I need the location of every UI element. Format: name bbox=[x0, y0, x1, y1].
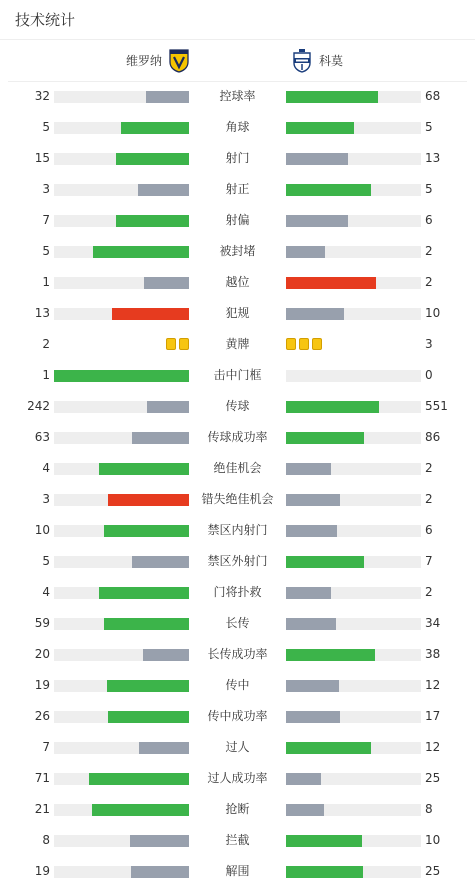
away-bar-track bbox=[286, 432, 421, 444]
away-bar-fill bbox=[286, 215, 348, 227]
away-bar-fill bbox=[286, 804, 324, 816]
home-bar-track bbox=[54, 680, 189, 692]
stat-row bbox=[0, 577, 475, 608]
home-bar-track bbox=[54, 277, 189, 289]
home-yellow-cards bbox=[166, 338, 189, 352]
away-bar-fill bbox=[286, 649, 375, 661]
stat-row bbox=[0, 794, 475, 825]
stat-row bbox=[0, 701, 475, 732]
home-value: 2 bbox=[42, 337, 50, 351]
home-bar-fill bbox=[99, 587, 189, 599]
away-bar-fill bbox=[286, 246, 325, 258]
home-bar-fill bbox=[116, 215, 189, 227]
home-value: 15 bbox=[34, 151, 50, 165]
home-bar-track bbox=[54, 494, 189, 506]
home-value: 7 bbox=[42, 213, 50, 227]
home-bar-track bbox=[54, 463, 189, 475]
away-bar-track bbox=[286, 91, 421, 103]
away-bar-fill bbox=[286, 308, 344, 320]
home-bar-track bbox=[54, 153, 189, 165]
stat-row bbox=[0, 298, 475, 329]
away-bar-track bbox=[286, 618, 421, 630]
stat-row bbox=[0, 484, 475, 515]
teams-header bbox=[8, 40, 467, 82]
home-bar-fill bbox=[89, 773, 189, 785]
home-value: 4 bbox=[42, 461, 50, 475]
home-bar-fill bbox=[99, 463, 189, 475]
home-value: 3 bbox=[42, 492, 50, 506]
stat-row bbox=[0, 143, 475, 174]
away-value: 6 bbox=[425, 523, 433, 537]
stat-label: 错失绝佳机会 bbox=[201, 492, 274, 506]
home-value: 5 bbox=[42, 244, 50, 258]
away-bar-track bbox=[286, 556, 421, 568]
home-bar-track bbox=[54, 91, 189, 103]
home-bar-fill bbox=[104, 525, 189, 537]
home-value: 26 bbox=[34, 709, 50, 723]
stats-list bbox=[0, 81, 475, 887]
home-bar-track bbox=[54, 587, 189, 599]
home-value: 10 bbox=[34, 523, 50, 537]
yellow-card-icon bbox=[312, 338, 322, 350]
stat-label: 击中门框 bbox=[213, 368, 262, 382]
away-value: 34 bbox=[425, 616, 441, 630]
away-bar-fill bbox=[286, 494, 340, 506]
away-value: 551 bbox=[425, 399, 448, 413]
home-value: 5 bbox=[42, 120, 50, 134]
home-value: 1 bbox=[42, 275, 50, 289]
home-bar-track bbox=[54, 525, 189, 537]
home-bar-track bbox=[54, 804, 189, 816]
away-team-name: 科莫 bbox=[319, 54, 344, 68]
home-bar-track bbox=[54, 773, 189, 785]
stat-label: 抢断 bbox=[225, 802, 250, 816]
stat-label: 拦截 bbox=[225, 833, 250, 847]
stat-label: 越位 bbox=[225, 275, 250, 289]
home-bar-fill bbox=[139, 742, 189, 754]
away-bar-track bbox=[286, 680, 421, 692]
home-bar-fill bbox=[121, 122, 189, 134]
home-bar-fill bbox=[116, 153, 189, 165]
away-bar-fill bbox=[286, 432, 364, 444]
away-bar-fill bbox=[286, 184, 371, 196]
away-value: 68 bbox=[425, 89, 441, 103]
away-bar-track bbox=[286, 370, 421, 382]
away-value: 25 bbox=[425, 864, 441, 878]
stat-label: 传球成功率 bbox=[207, 430, 268, 444]
home-value: 20 bbox=[34, 647, 50, 661]
stat-row bbox=[0, 422, 475, 453]
stat-row bbox=[0, 515, 475, 546]
home-value: 8 bbox=[42, 833, 50, 847]
home-bar-track bbox=[54, 432, 189, 444]
away-bar-track bbox=[286, 184, 421, 196]
home-value: 3 bbox=[42, 182, 50, 196]
away-bar-track bbox=[286, 742, 421, 754]
stat-row bbox=[0, 112, 475, 143]
stat-row bbox=[0, 763, 475, 794]
stat-row bbox=[0, 732, 475, 763]
stat-row bbox=[0, 546, 475, 577]
away-value: 5 bbox=[425, 120, 433, 134]
away-bar-track bbox=[286, 277, 421, 289]
away-value: 8 bbox=[425, 802, 433, 816]
home-team[interactable] bbox=[126, 40, 190, 81]
stat-label: 控球率 bbox=[219, 89, 256, 103]
away-value: 2 bbox=[425, 244, 433, 258]
stat-row bbox=[0, 856, 475, 887]
yellow-card-icon bbox=[166, 338, 176, 350]
home-bar-track bbox=[54, 742, 189, 754]
stat-label: 犯规 bbox=[225, 306, 250, 320]
stat-row bbox=[0, 236, 475, 267]
away-bar-track bbox=[286, 835, 421, 847]
home-bar-fill bbox=[138, 184, 189, 196]
home-value: 7 bbox=[42, 740, 50, 754]
home-bar-track bbox=[54, 866, 189, 878]
stat-label: 射门 bbox=[225, 151, 250, 165]
away-bar-fill bbox=[286, 122, 354, 134]
home-bar-track bbox=[54, 711, 189, 723]
away-bar-fill bbox=[286, 618, 336, 630]
home-bar-fill bbox=[143, 649, 189, 661]
home-bar-fill bbox=[132, 432, 189, 444]
stat-label: 射正 bbox=[225, 182, 250, 196]
away-bar-fill bbox=[286, 680, 339, 692]
home-value: 19 bbox=[34, 864, 50, 878]
away-bar-fill bbox=[286, 91, 378, 103]
stat-label: 传中 bbox=[225, 678, 250, 692]
away-bar-fill bbox=[286, 742, 371, 754]
away-bar-track bbox=[286, 866, 421, 878]
home-bar-track bbox=[54, 246, 189, 258]
away-bar-fill bbox=[286, 153, 348, 165]
stat-row bbox=[0, 825, 475, 856]
stat-label: 角球 bbox=[225, 120, 250, 134]
away-value: 10 bbox=[425, 833, 441, 847]
home-bar-fill bbox=[107, 680, 189, 692]
home-bar-fill bbox=[131, 866, 189, 878]
away-bar-fill bbox=[286, 711, 340, 723]
away-bar-track bbox=[286, 649, 421, 661]
away-value: 17 bbox=[425, 709, 441, 723]
stat-row bbox=[0, 608, 475, 639]
stat-label: 被封堵 bbox=[219, 244, 256, 258]
away-value: 38 bbox=[425, 647, 441, 661]
home-bar-track bbox=[54, 308, 189, 320]
away-value: 2 bbox=[425, 585, 433, 599]
away-value: 25 bbox=[425, 771, 441, 785]
away-value: 86 bbox=[425, 430, 441, 444]
away-yellow-cards bbox=[286, 338, 322, 352]
stat-label: 禁区外射门 bbox=[207, 554, 268, 568]
home-value: 59 bbox=[34, 616, 50, 630]
home-bar-fill bbox=[108, 494, 189, 506]
stat-label: 过人 bbox=[225, 740, 250, 754]
away-bar-fill bbox=[286, 835, 362, 847]
home-bar-fill bbox=[104, 618, 189, 630]
verona-crest-icon bbox=[168, 49, 190, 73]
yellow-card-icon bbox=[286, 338, 296, 350]
home-bar-track bbox=[54, 184, 189, 196]
away-value: 7 bbox=[425, 554, 433, 568]
stat-label: 解围 bbox=[225, 864, 250, 878]
stat-row bbox=[0, 205, 475, 236]
away-value: 3 bbox=[425, 337, 433, 351]
away-value: 12 bbox=[425, 678, 441, 692]
away-bar-fill bbox=[286, 773, 321, 785]
yellow-card-icon bbox=[179, 338, 189, 350]
away-bar-fill bbox=[286, 866, 363, 878]
home-bar-track bbox=[54, 556, 189, 568]
home-value: 19 bbox=[34, 678, 50, 692]
away-bar-track bbox=[286, 246, 421, 258]
away-value: 5 bbox=[425, 182, 433, 196]
stat-label: 黄牌 bbox=[225, 337, 250, 351]
away-bar-track bbox=[286, 463, 421, 475]
away-bar-track bbox=[286, 587, 421, 599]
home-bar-fill bbox=[54, 370, 189, 382]
away-bar-track bbox=[286, 153, 421, 165]
stat-label: 长传成功率 bbox=[207, 647, 268, 661]
home-bar-fill bbox=[144, 277, 189, 289]
away-value: 13 bbox=[425, 151, 441, 165]
away-bar-track bbox=[286, 525, 421, 537]
home-value: 13 bbox=[34, 306, 50, 320]
home-bar-fill bbox=[130, 835, 189, 847]
away-value: 6 bbox=[425, 213, 433, 227]
stat-label: 长传 bbox=[225, 616, 250, 630]
stat-row bbox=[0, 670, 475, 701]
home-bar-fill bbox=[108, 711, 189, 723]
home-bar-fill bbox=[92, 804, 189, 816]
home-bar-track bbox=[54, 835, 189, 847]
page-title: 技术统计 bbox=[0, 0, 475, 40]
away-bar-track bbox=[286, 401, 421, 413]
away-value: 2 bbox=[425, 492, 433, 506]
away-bar-fill bbox=[286, 277, 376, 289]
home-bar-fill bbox=[147, 401, 189, 413]
home-bar-track bbox=[54, 370, 189, 382]
stat-row bbox=[0, 391, 475, 422]
home-value: 1 bbox=[42, 368, 50, 382]
away-team[interactable] bbox=[291, 40, 343, 81]
away-value: 0 bbox=[425, 368, 433, 382]
away-bar-track bbox=[286, 122, 421, 134]
away-value: 12 bbox=[425, 740, 441, 754]
away-bar-fill bbox=[286, 525, 337, 537]
stat-row bbox=[0, 267, 475, 298]
stat-row bbox=[0, 360, 475, 391]
home-bar-fill bbox=[93, 246, 189, 258]
stat-label: 传中成功率 bbox=[207, 709, 268, 723]
away-value: 2 bbox=[425, 275, 433, 289]
stat-label: 绝佳机会 bbox=[213, 461, 262, 475]
home-value: 63 bbox=[34, 430, 50, 444]
away-bar-track bbox=[286, 711, 421, 723]
stat-row bbox=[0, 81, 475, 112]
stat-label: 禁区内射门 bbox=[207, 523, 268, 537]
stat-label: 门将扑救 bbox=[213, 585, 262, 599]
home-value: 21 bbox=[34, 802, 50, 816]
stat-row bbox=[0, 174, 475, 205]
stat-row bbox=[0, 329, 475, 360]
home-value: 5 bbox=[42, 554, 50, 568]
stat-row bbox=[0, 639, 475, 670]
away-bar-track bbox=[286, 773, 421, 785]
away-bar-track bbox=[286, 804, 421, 816]
home-bar-track bbox=[54, 649, 189, 661]
away-bar-fill bbox=[286, 401, 379, 413]
stat-label: 过人成功率 bbox=[207, 771, 268, 785]
home-value: 4 bbox=[42, 585, 50, 599]
away-bar-fill bbox=[286, 556, 364, 568]
stat-label: 传球 bbox=[225, 399, 250, 413]
away-bar-track bbox=[286, 308, 421, 320]
home-bar-track bbox=[54, 618, 189, 630]
home-bar-track bbox=[54, 122, 189, 134]
home-bar-track bbox=[54, 215, 189, 227]
home-team-name: 维罗纳 bbox=[126, 54, 163, 68]
home-bar-fill bbox=[132, 556, 189, 568]
stat-label: 射偏 bbox=[225, 213, 250, 227]
stat-row bbox=[0, 453, 475, 484]
home-value: 32 bbox=[34, 89, 50, 103]
away-value: 2 bbox=[425, 461, 433, 475]
away-bar-fill bbox=[286, 463, 331, 475]
away-bar-fill bbox=[286, 587, 331, 599]
home-bar-fill bbox=[146, 91, 189, 103]
away-bar-track bbox=[286, 494, 421, 506]
home-value: 242 bbox=[27, 399, 50, 413]
away-value: 10 bbox=[425, 306, 441, 320]
como-crest-icon bbox=[291, 49, 313, 73]
yellow-card-icon bbox=[299, 338, 309, 350]
home-bar-track bbox=[54, 401, 189, 413]
home-value: 71 bbox=[34, 771, 50, 785]
away-bar-track bbox=[286, 215, 421, 227]
home-bar-fill bbox=[112, 308, 189, 320]
